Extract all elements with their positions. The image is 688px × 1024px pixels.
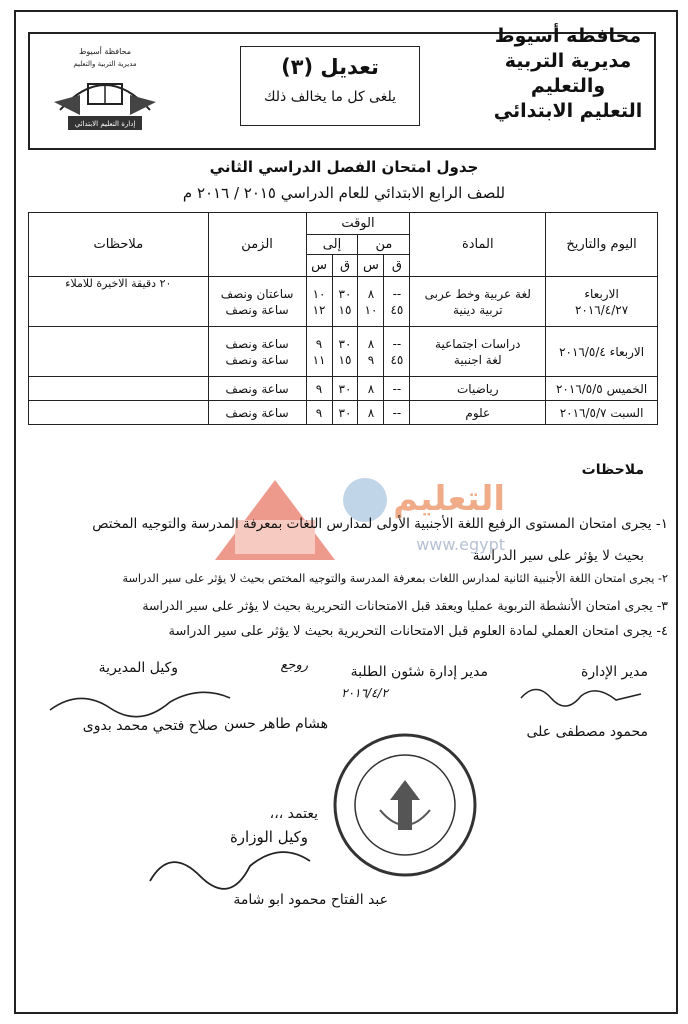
watermark-brand: التعليم bbox=[393, 479, 505, 519]
row-subject: لغة اجنبية bbox=[453, 352, 502, 367]
table-row bbox=[29, 327, 658, 377]
cell-to-hour: ٩ bbox=[306, 377, 332, 401]
header-day-date: اليوم والتاريخ bbox=[546, 213, 658, 277]
cell-from-hour: ٨ bbox=[358, 377, 384, 401]
student-affairs-title: مدير إدارة شئون الطلبة bbox=[350, 664, 488, 680]
cell-from-hour bbox=[358, 277, 384, 327]
cell-subject: علوم bbox=[410, 401, 546, 425]
header-to: إلى bbox=[306, 235, 358, 255]
deputy-directorate-signature bbox=[40, 680, 240, 720]
row-value: ١٠ bbox=[364, 302, 378, 317]
governorate-name: محافظة أسيوط bbox=[494, 25, 642, 47]
row-subject: تربية دينية bbox=[453, 302, 503, 317]
header-from-hour: س bbox=[358, 255, 384, 277]
cell-duration bbox=[208, 277, 306, 327]
logo-text-top: محافظة أسيوط bbox=[79, 47, 131, 56]
department-name: التعليم الابتدائي bbox=[493, 100, 643, 122]
cell-day-date bbox=[546, 277, 658, 327]
cell-duration bbox=[208, 327, 306, 377]
cell-to-minute: ٣٠ bbox=[332, 401, 358, 425]
row-value: ٣٠ bbox=[338, 286, 352, 301]
header-from-minute: ق bbox=[384, 255, 410, 277]
cell-duration: ساعة ونصف bbox=[208, 377, 306, 401]
amendment-title: تعديل (٣) bbox=[281, 55, 379, 79]
exam-subtitle: للصف الرابع الابتدائي للعام الدراسي ٢٠١٥ / ٢٠١٦ م bbox=[182, 184, 506, 202]
table-row bbox=[29, 277, 658, 327]
cell-to-hour: ٩ bbox=[306, 401, 332, 425]
notes-heading: ملاحظات bbox=[581, 462, 644, 478]
cell-note bbox=[29, 327, 209, 377]
cell-from-minute bbox=[384, 327, 410, 377]
row-value: ٣٠ bbox=[338, 336, 352, 351]
row-value: ١٥ bbox=[338, 352, 352, 367]
row-day: الاربعاء bbox=[584, 286, 619, 301]
header-duration: الزمن bbox=[208, 213, 306, 277]
row-value: ٨ bbox=[367, 286, 375, 301]
note-item: بحيث لا يؤثر على سير الدراسة bbox=[472, 548, 644, 564]
amendment-note: يلغى كل ما يخالف ذلك bbox=[263, 89, 397, 105]
cell-day-date bbox=[546, 327, 658, 377]
cell-from-minute bbox=[384, 277, 410, 327]
deputy-ministry-name: عبد الفتاح محمود ابو شامة bbox=[233, 892, 388, 908]
row-value: ٤٥ bbox=[390, 302, 404, 317]
row-date: ٢٠١٦/٥/٤ bbox=[559, 344, 606, 359]
cell-note: ٢٠ دقيقة الاخيرة للاملاء bbox=[29, 277, 209, 327]
row-date: ٢٠١٦/٤/٢٧ bbox=[574, 302, 629, 317]
row-value: -- bbox=[392, 336, 402, 351]
cell-from-minute: -- bbox=[384, 401, 410, 425]
watermark-site: www.egypt bbox=[416, 535, 505, 554]
cell-subject bbox=[410, 327, 546, 377]
cell-from-hour bbox=[358, 327, 384, 377]
row-value: -- bbox=[392, 286, 402, 301]
directorate-name: مديرية التربية والتعليم bbox=[504, 50, 632, 97]
row-value: ٤٥ bbox=[390, 352, 404, 367]
row-day: السبت bbox=[610, 405, 644, 420]
header-subject: المادة bbox=[410, 213, 546, 277]
deputy-ministry-title: وكيل الوزارة bbox=[229, 828, 308, 846]
amendment-box bbox=[240, 46, 420, 126]
admin-director-signature bbox=[516, 676, 646, 716]
cell-duration: ساعة ونصف bbox=[208, 401, 306, 425]
cell-note bbox=[29, 401, 209, 425]
row-value: ١١ bbox=[312, 352, 326, 367]
cell-to-minute bbox=[332, 277, 358, 327]
cell-day-date bbox=[546, 401, 658, 425]
cell-subject: رياضيات bbox=[410, 377, 546, 401]
deputy-directorate-title: وكيل المديرية bbox=[98, 660, 178, 676]
exam-title: جدول امتحان الفصل الدراسي الثاني bbox=[209, 158, 479, 176]
cell-from-minute: -- bbox=[384, 377, 410, 401]
header-institution bbox=[468, 24, 668, 124]
official-stamp bbox=[330, 730, 480, 880]
note-item: ٤- يجرى امتحان العملي لمادة العلوم قبل الامتحانات التحريرية بحيث لا يؤثر على سير الدراسة bbox=[168, 624, 668, 639]
row-value: ٩ bbox=[315, 336, 323, 351]
row-value: ٩ bbox=[367, 352, 375, 367]
directorate-logo bbox=[50, 40, 160, 140]
note-item: ٣- يجرى امتحان الأنشطة التربوية عمليا ويعقد قبل الامتحانات التحريرية بحيث لا يؤثر على سير الدراسة bbox=[142, 598, 668, 613]
row-day: الاربعاء bbox=[609, 344, 645, 359]
handwritten-date: ٢٠١٦/٤/٢ bbox=[341, 686, 388, 700]
row-duration: ساعتان ونصف bbox=[220, 286, 294, 301]
table-row bbox=[29, 377, 658, 401]
logo-text-mid: مديرية التربية والتعليم bbox=[73, 60, 137, 68]
cell-to-minute bbox=[332, 327, 358, 377]
handwritten-reviewed: روجع bbox=[280, 658, 308, 673]
cell-to-hour bbox=[306, 277, 332, 327]
row-value: ١٢ bbox=[312, 302, 326, 317]
student-affairs-name: هشام طاهر حسن bbox=[223, 716, 328, 732]
admin-director-name: محمود مصطفى على bbox=[526, 724, 648, 740]
header-notes: ملاحظات bbox=[29, 213, 209, 277]
row-subject: لغة عربية وخط عربى bbox=[424, 286, 531, 301]
cell-day-date bbox=[546, 377, 658, 401]
header-to-hour: س bbox=[306, 255, 332, 277]
note-item: ٢- يجرى امتحان اللغة الأجنبية الثانية لمدارس اللغات بمعرفة المدرسة والتوجيه المختص بحيث لا يؤثر على سير الدراسة bbox=[122, 572, 668, 585]
row-subject: دراسات اجتماعية bbox=[435, 336, 521, 351]
row-day: الخميس bbox=[606, 381, 648, 396]
cell-subject bbox=[410, 277, 546, 327]
admin-director-title: مدير الإدارة bbox=[580, 664, 648, 680]
row-date: ٢٠١٦/٥/٧ bbox=[559, 405, 607, 420]
row-duration: ساعة ونصف bbox=[225, 352, 289, 367]
deputy-directorate-name: صلاح فتحي محمد بدوى bbox=[82, 718, 218, 734]
cell-note bbox=[29, 377, 209, 401]
row-date: ٢٠١٦/٥/٥ bbox=[555, 381, 603, 396]
row-duration: ساعة ونصف bbox=[225, 336, 289, 351]
cell-from-hour: ٨ bbox=[358, 401, 384, 425]
header-from: من bbox=[358, 235, 410, 255]
exam-schedule-table bbox=[28, 212, 658, 425]
logo-text-band: إدارة التعليم الابتدائي bbox=[74, 120, 136, 128]
row-value: ١٥ bbox=[338, 302, 352, 317]
header-to-minute: ق bbox=[332, 255, 358, 277]
row-value: ١٠ bbox=[312, 286, 326, 301]
header-time: الوقت bbox=[306, 213, 410, 235]
row-value: ٨ bbox=[367, 336, 375, 351]
table-row bbox=[29, 401, 658, 425]
approved-label: يعتمد ،،، bbox=[269, 806, 318, 822]
cell-to-minute: ٣٠ bbox=[332, 377, 358, 401]
note-item: ١- يجرى امتحان المستوى الرفيع اللغة الأجنبية الأولى لمدارس اللغات بمعرفة المدرسة والتوجيه المختص bbox=[92, 516, 668, 532]
deputy-ministry-signature bbox=[140, 836, 320, 896]
cell-to-hour bbox=[306, 327, 332, 377]
row-duration: ساعة ونصف bbox=[225, 302, 289, 317]
